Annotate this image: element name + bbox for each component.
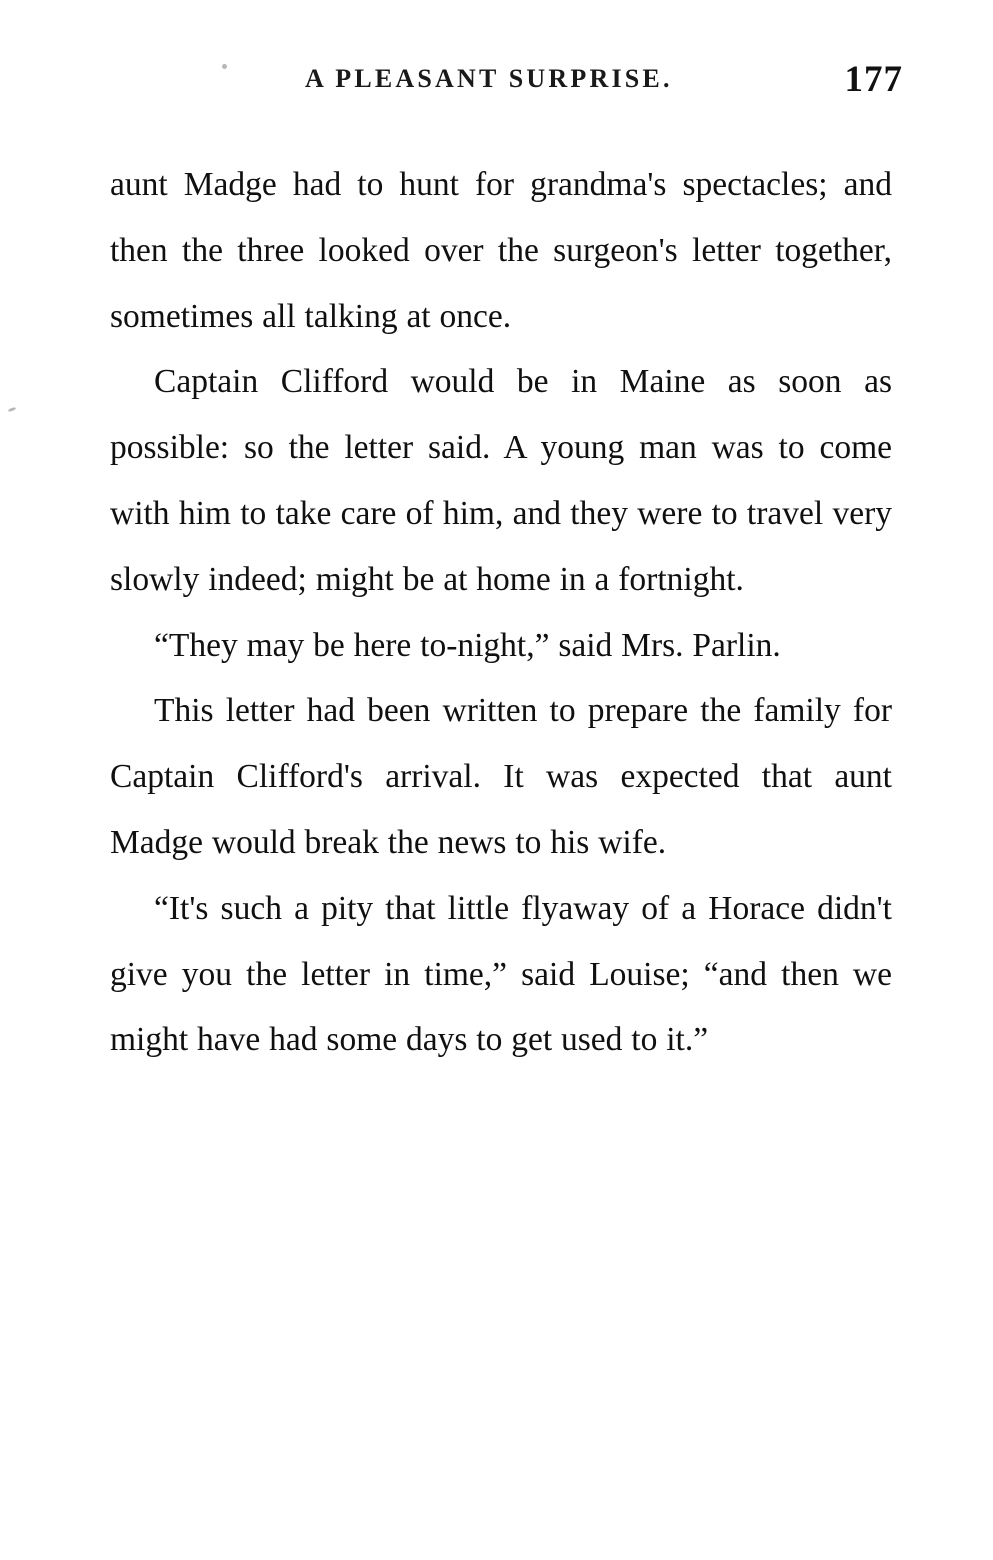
page-number: 177 xyxy=(844,59,903,100)
ink-speck xyxy=(222,64,227,69)
paragraph: aunt Madge had to hunt for grandma's spectacles; and then the three looked over the surgeon's letter together, sometimes all talking at once. xyxy=(110,166,892,335)
ink-speck xyxy=(8,407,17,413)
page-body xyxy=(110,152,892,1073)
paragraph: This letter had been written to prepare the family for Captain Clifford's arrival. It was expected that aunt Madge would break the news to his wife. xyxy=(110,692,892,861)
running-head: A PLEASANT SURPRISE. xyxy=(305,64,673,93)
paragraph: Captain Clifford would be in Maine as soon as possible: so the letter said. A young man was to come with him to take care of him, and they were to travel very slowly indeed; might be at home in a fortnight. xyxy=(110,363,892,598)
page-header xyxy=(110,58,903,106)
paragraph: “It's such a pity that little flyaway of a Horace didn't give you the letter in time,” said Louise; “and then we might have had some days to get used to it.” xyxy=(110,889,892,1059)
paragraph: “They may be here to-night,” said Mrs. Parlin. xyxy=(154,626,781,664)
